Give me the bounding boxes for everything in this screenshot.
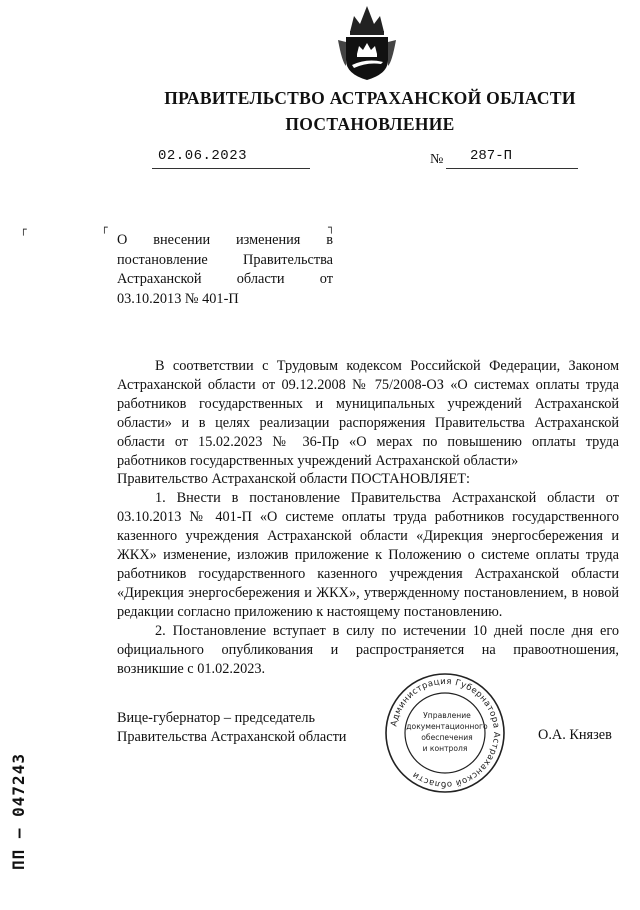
item-2-paragraph: 2. Постановление вступает в силу по истечении 10 дней после дня его официального опубликования и распространяется на правоотношения, возникшие с 01.02.2023. [117,622,619,677]
preamble-paragraph: В соответствии с Трудовым кодексом Российской Федерации, Законом Астраханской области от 09.12.2008 № 75/2008-ОЗ «О системах оплаты труда работников государственных и муниципальных учреждений Астраханской области» и в целях реализации распоряжения Правительства Астраханской области от 15.02.2023 № 36-Пр «О мерах по повышению оплаты труда работников государственных учреждений Астраханской области» [117,358,619,469]
stamp-line4: и контроля [422,744,468,753]
official-stamp [384,672,506,794]
margin-corner-mark: ┌ [20,223,27,236]
signatory-name: О.А. Князев [538,727,612,743]
item-1-paragraph: 1. Внести в постановление Правительства Астраханской области от 03.10.2013 № 401-П «О системе оплаты труда работников государственного казенного учреждения Астраханской области «Дирекция энергосбережения и ЖКХ» изменение, изложив приложение к Положению о системе оплаты труда работников государственного казенного учреждения Астраханской области «Дирекция энергосбережения и ЖКХ», утвержденному постановлением, в новой редакции согласно приложению к настоящему постановлению. [117,490,619,620]
coat-of-arms-emblem [336,2,398,82]
stamp-line3: обеспечения [421,733,473,742]
document-type-title: ПОСТАНОВЛЕНИЕ [285,114,455,134]
date-underline [152,168,310,169]
number-underline [446,168,578,169]
decree-line: Правительство Астраханской области ПОСТАНОВЛЯЕТ: [117,471,470,488]
document-subject: О внесении изменения в постановление Правительства Астраханской области от 03.10.2013 № 401-П [117,232,333,307]
government-title: ПРАВИТЕЛЬСТВО АСТРАХАНСКОЙ ОБЛАСТИ [164,88,576,108]
margin-serial-text: ПП – 047243 [9,753,28,870]
signatory-position-line1: Вице-губернатор – председатель [117,710,316,726]
signatory-position [117,709,346,747]
stamp-ring-text: Администрация Губернатора Астраханской области [389,676,502,790]
document-number: 287-П [470,148,513,164]
document-body [117,357,619,678]
subject-corner-top-left: ┌ [101,221,108,234]
signatory-position-line2: Правительства Астраханской области [117,728,347,745]
document-date: 02.06.2023 [158,148,248,164]
stamp-line1: Управление [423,711,471,720]
number-sign: № [430,152,444,167]
margin-serial-code [8,712,28,872]
subject-corner-top-right: ┐ [328,221,335,234]
stamp-line2: документационного [406,722,488,731]
